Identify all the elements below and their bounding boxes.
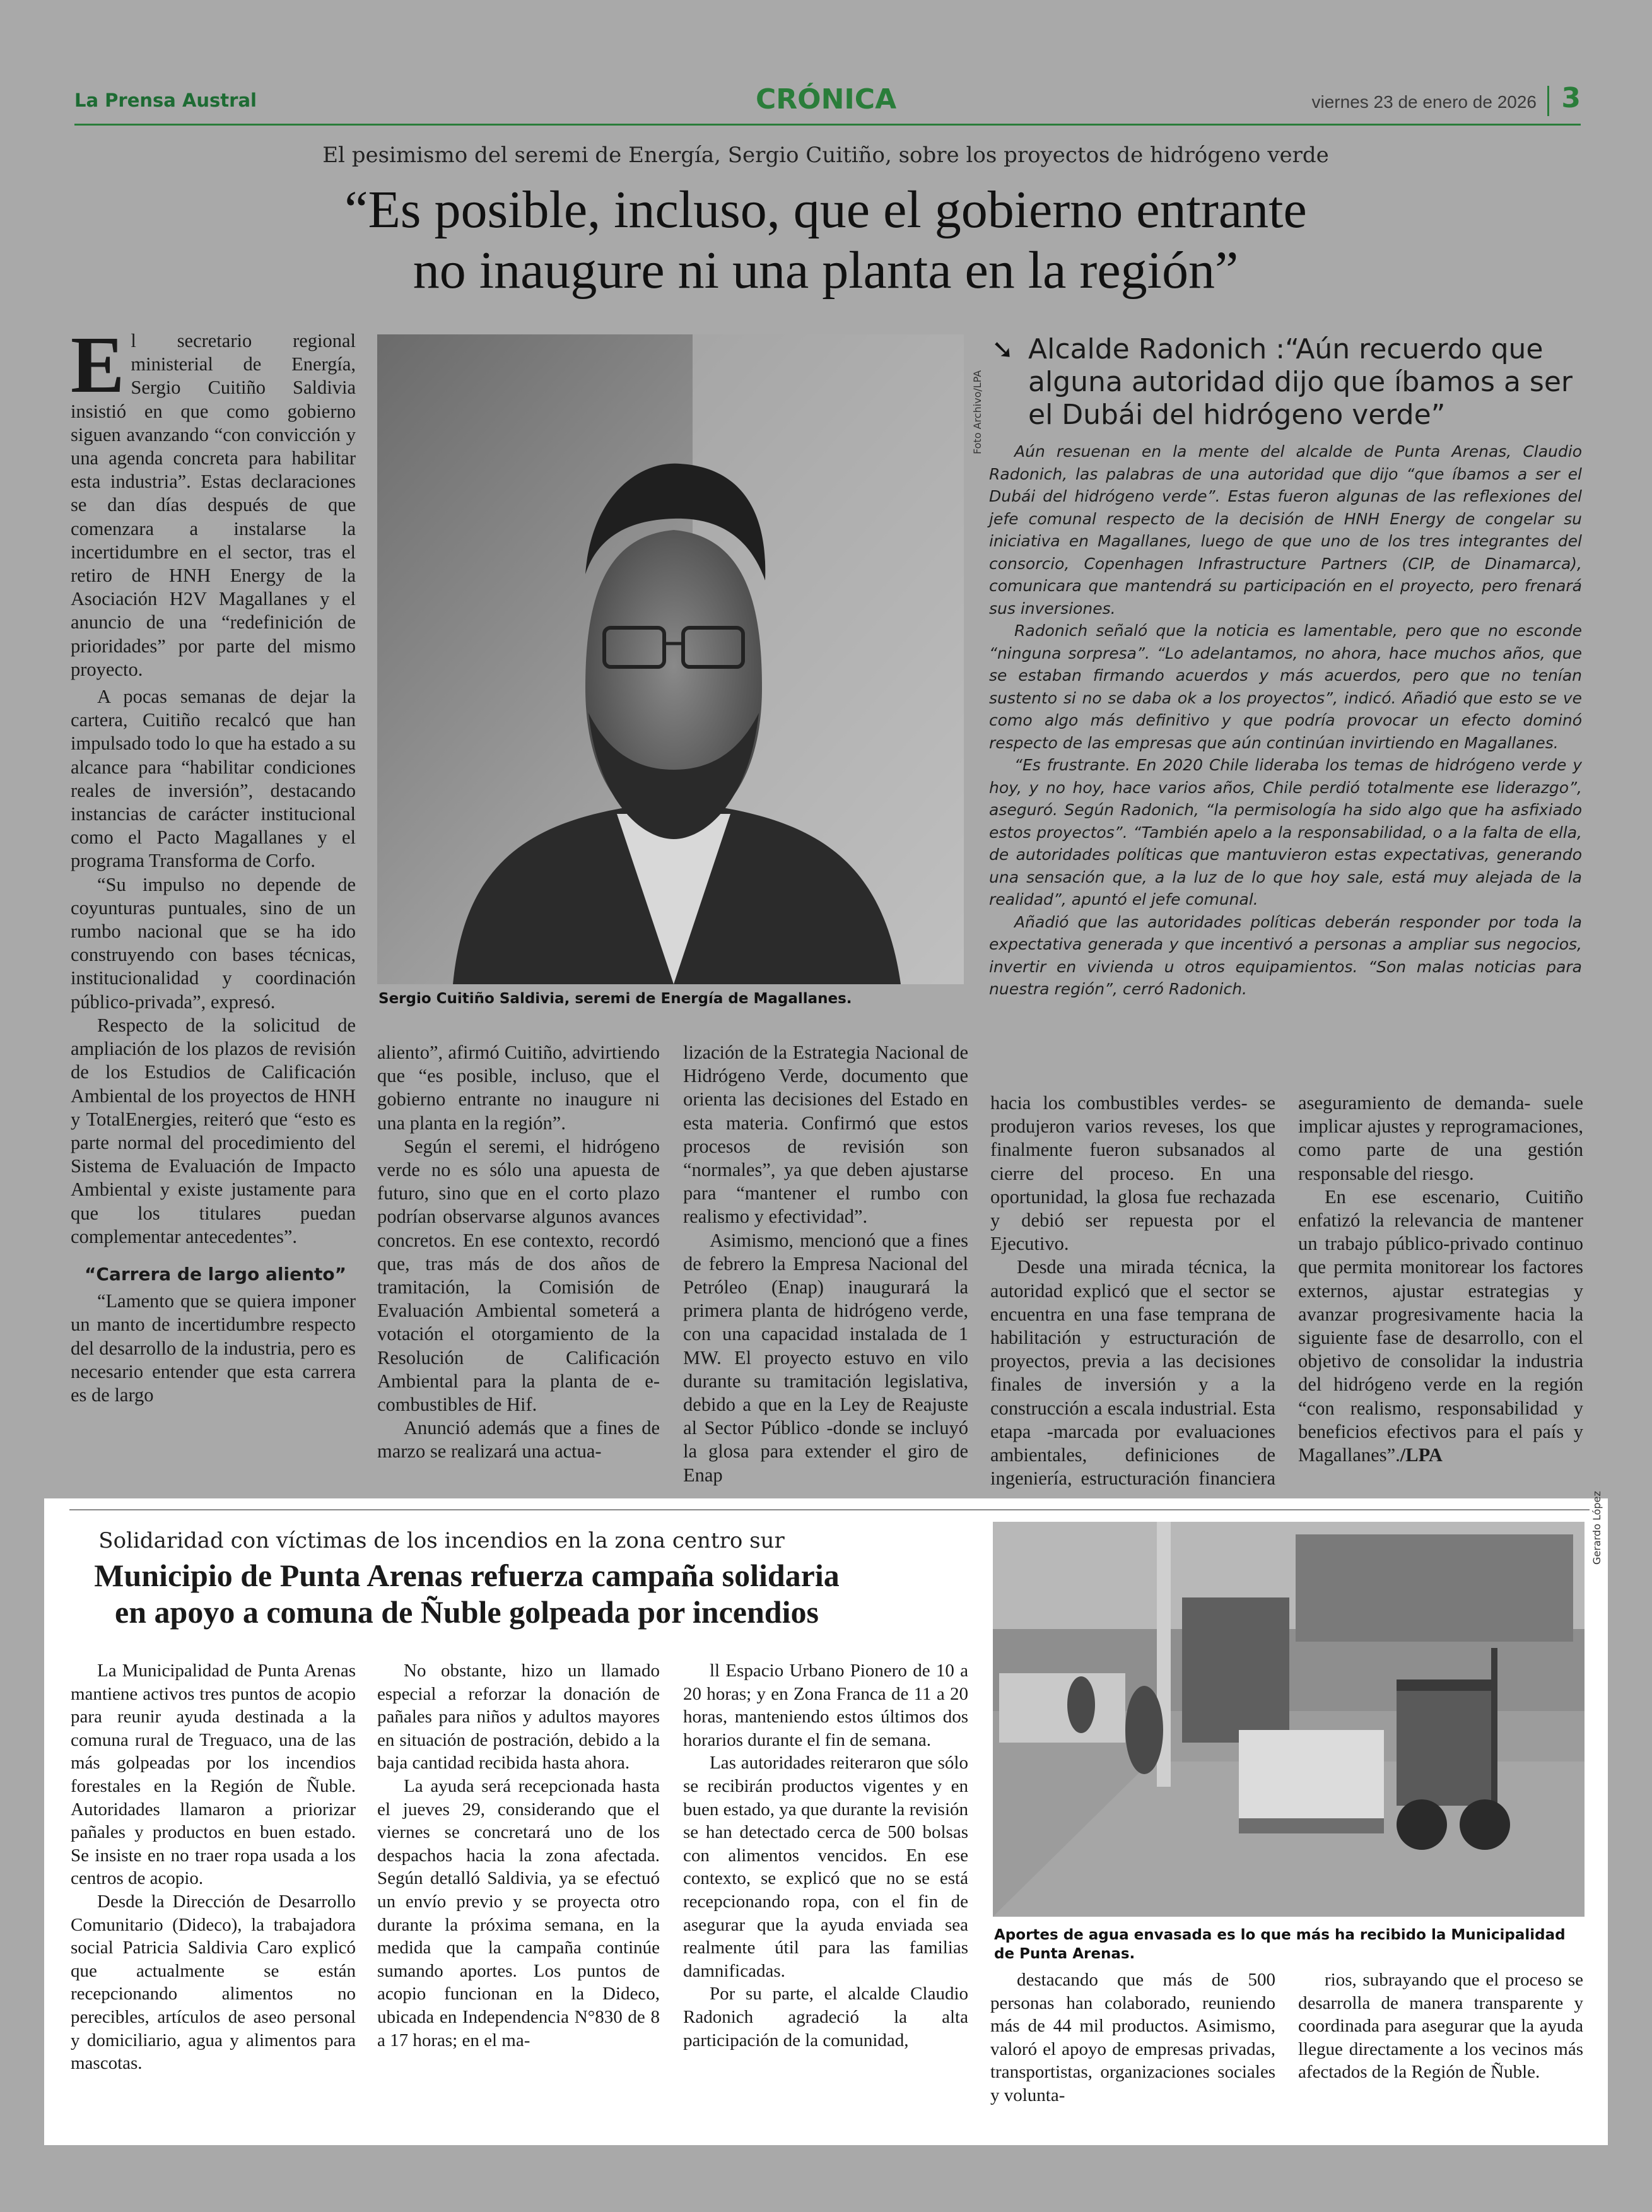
- article-paragraph: l secretario regional ministerial de Energía, Sergio Cuitiño Saldivia insistió en que como gobierno siguen avanzando “con convicción y una agenda concreta para habilitar esta industria”. Estas declaraciones se dan días después de que comenzara a instalarse la incertidumbre en el sector, tras el retiro de HNH Energy de la Asociación H2V Magallanes y el anuncio de una “redefinición de prioridades” por parte del mismo proyecto.: [71, 330, 356, 680]
- lower-column-3: [683, 1659, 968, 2052]
- article-paragraph: rios, subrayando que el proceso se desarrolla de manera transparente y coordinada para asegurar que la ayuda llegue directamente a los vecinos más afectados de la Región de Ñuble.: [1298, 1970, 1583, 2083]
- lower-column-2: [377, 1659, 660, 2052]
- main-column-5: [1298, 1091, 1583, 1467]
- article-paragraph: aseguramiento de demanda- suele implicar ajustes y reprogramaciones, como parte de una gestión responsable del riesgo.: [1298, 1092, 1583, 1184]
- article-paragraph: “Su impulso no depende de coyunturas puntuales, sino de un rumbo nacional que se ha ido construyendo con bases técnicas, institucionalidad y coordinación público-privada”, expresó.: [71, 873, 356, 1013]
- lower-kicker: Solidaridad con víctimas de los incendios en la zona centro sur: [98, 1528, 785, 1553]
- photo-credit: Gerardo López: [1591, 1491, 1603, 1565]
- article-paragraph: Asimismo, mencionó que a fines de febrero la Empresa Nacional del Petróleo (Enap) inaugurará la primera planta de hidrógeno verde, con una capacidad instalada de 1 MW. El proyecto estuvo en vilo durante su tramitación legislativa, debido a que en la Ley de Reajuste al Sector Público -donde se incluyó la glosa para extender el giro de Enap: [683, 1229, 968, 1486]
- page-number: 3: [1561, 82, 1581, 114]
- page-header: [74, 82, 1581, 121]
- header-divider: [1547, 86, 1549, 116]
- article-paragraph: “Lamento que se quiera imponer un manto de incertidumbre respecto del desarrollo de la industria, pero es necesario entender que esta carrera es de largo: [71, 1290, 356, 1406]
- main-column-1: [71, 320, 356, 1407]
- main-column-2: [377, 1041, 660, 1464]
- arrow-icon: ➘: [992, 334, 1014, 365]
- forklift-photo: [993, 1522, 1585, 1917]
- sidebar-paragraph: Añadió que las autoridades políticas deberán responder por toda la expectativa generada y que incentivó a personas a ampliar sus negocios, invertir en vivienda u otros equipamientos. “Son malas noticias para nuestra región”, cerró Radonich.: [989, 912, 1582, 998]
- forklift-image: [993, 1522, 1585, 1917]
- article-paragraph: En ese escenario, Cuitiño enfatizó la relevancia de mantener un trabajo público-privado continuo que permita monitorear los factores externos, ajustar estrategias y avanzar progresivamente hacia la siguiente fase de desarrollo, con el objetivo de consolidar la industria del hidrógeno verde en la región “con realismo, responsabilidad y beneficios efectivos para el país y Magallanes”./LPA: [1298, 1185, 1583, 1466]
- main-headline: [76, 180, 1576, 301]
- main-column-3: [683, 1041, 968, 1487]
- article-paragraph: Según el seremi, el hidrógeno verde no es sólo una apuesta de futuro, sino que en el corto plazo podrían observarse algunos avances concretos. En ese contexto, recordó que, tras más de dos años de tramitación, la Comisión de Evaluación Ambiental someterá a votación el otorgamiento de la Resolución de Calificación Ambiental para la planta de e-combustibles de Hif.: [377, 1135, 660, 1416]
- article-paragraph: Anunció además que a fines de marzo se realizará una actua-: [377, 1417, 660, 1462]
- lower-column-5: [1298, 1968, 1583, 2084]
- publication-name: La Prensa Austral: [74, 90, 257, 111]
- signature: /LPA: [1400, 1444, 1443, 1466]
- header-rule: [74, 124, 1581, 126]
- sidebar-body: [989, 440, 1582, 1001]
- article-paragraph: La ayuda será recepcionada hasta el jueves 29, considerando que el viernes se concretará uno de los despachos hacia la zona afectada. Según detalló Saldivia, ya se efectuó un envío previo y se proyecta otro durante la próxima semana, en la medida que la campaña continúe sumando aportes. Los puntos de acopio funcionan en la Dideco, ubicada en Independencia N°830 de 8 a 17 horas; en el ma-: [377, 1775, 660, 2050]
- issue-date: viernes 23 de enero de 2026: [1311, 92, 1537, 112]
- article-paragraph: ll Espacio Urbano Pionero de 10 a 20 horas; y en Zona Franca de 11 a 20 horas, manteniendo estos últimos dos horarios durante el fin de semana.: [683, 1661, 968, 1750]
- main-kicker: El pesimismo del seremi de Energía, Sergio Cuitiño, sobre los proyectos de hidrógeno verde: [322, 143, 1329, 168]
- article-paragraph: hacia los combustibles verdes- se produjeron varios reveses, los que finalmente fueron subsanados al cierre del proceso. En una oportunidad, la glosa fue rechazada y debió ser repuesta por el Ejecutivo.: [990, 1092, 1275, 1255]
- photo-caption: Aportes de agua envasada es lo que más ha recibido la Municipalidad de Punta Arenas.: [994, 1927, 1566, 1962]
- article-paragraph: destacando que más de 500 personas han colaborado, reuniendo más de 44 mil productos. Asimismo, valoró el apoyo de empresas privadas, transportistas, organizaciones sociales y volunta-: [990, 1970, 1275, 2105]
- sidebar-paragraph: Radonich señaló que la noticia es lamentable, pero que no esconde “ninguna sorpresa”. “Lo adelantamos, no ahora, hace muchos años, que se estaban firmando acuerdos y más acuerdos, pero que no tenían sustento si no se daba ok a los proyectos”, indicó. Añadió que esto se ve como algo más definitivo y que podría provocar un efecto dominó respecto de las empresas que aún continúan invirtiendo en Magallanes.: [989, 621, 1582, 752]
- article-paragraph: Respecto de la solicitud de ampliación de los plazos de revisión de los Estudios de Calificación Ambiental de los proyectos de HNH y TotalEnergies, reiteró que “esto es parte normal del procedimiento del Sistema de Evaluación de Impacto Ambiental y existe justamente para que los titulares puedan complementar antecedentes”.: [71, 1014, 356, 1247]
- photo-caption: Sergio Cuitiño Saldivia, seremi de Energía de Magallanes.: [378, 991, 852, 1007]
- sidebar-box: [989, 333, 1582, 1001]
- sidebar-title: ➘ Alcalde Radonich :“Aún recuerdo que alguna autoridad dijo que íbamos a ser el Dubái del hidrógeno verde”: [992, 333, 1573, 431]
- photo-credit: Foto Archivo/LPA: [971, 370, 983, 454]
- portrait-photo: [377, 334, 964, 984]
- article-paragraph: Por su parte, el alcalde Claudio Radonich agradeció la alta participación de la comunidad,: [683, 1984, 968, 2050]
- subheading: “Carrera de largo aliento”: [85, 1263, 347, 1285]
- article-paragraph: Desde una mirada técnica, la autoridad explicó que el sector se encuentra en una fase temprana de habilitación y estructuración de proyectos, previa a las decisiones finales de inversión y a la construcción a escala industrial. Esta etapa -marcada por evaluaciones ambientales, definiciones de ingeniería, estructuración financiera: [990, 1256, 1275, 1490]
- article-paragraph: La Municipalidad de Punta Arenas mantiene activos tres puntos de acopio para reunir ayuda destinada a la comuna rural de Treguaco, una de las más golpeadas por los incendios forestales en la Región de Ñuble. Autoridades llamaron a priorizar pañales y productos en buen estado. Se insiste en no traer ropa usada a los centros de acopio.: [71, 1661, 356, 1889]
- article-paragraph: aliento”, afirmó Cuitiño, advirtiendo que “es posible, incluso, que el gobierno entrante no inaugure ni una planta en la región”.: [377, 1042, 660, 1134]
- sidebar-paragraph: “Es frustrante. En 2020 Chile lideraba los temas de hidrógeno verde y hoy, y no hoy, hace varios años, Chile perdió totalmente ese liderazgo”, aseguró. Según Radonich, “la permisología ha sido algo que ha asfixiado estos proyectos”. “También apelo a la responsabilidad, o a la falta de ella, de autoridades políticas que mantuvieron estas expectativas, generando una sensación que, a la luz de lo que hoy sale, está muy alejada de la realidad”, apuntó el jefe comunal.: [989, 756, 1582, 909]
- portrait-image: [377, 334, 964, 984]
- sidebar-paragraph: Aún resuenan en la mente del alcalde de Punta Arenas, Claudio Radonich, las palabras de una autoridad que dijo “que íbamos a ser el Dubái del hidrógeno verde”. Estas fueron algunas de las reflexiones del jefe comunal respecto de la decisión de HNH Energy de congelar su iniciativa en Magallanes, luego de que uno de los tres integrantes del consorcio, Copenhagen Infrastructure Partners (CIP, de Dinamarca), comunicara que mantendrá su participación en el proyecto, pero frenará sus inversiones.: [989, 442, 1582, 618]
- article-paragraph: lización de la Estrategia Nacional de Hidrógeno Verde, documento que orienta las decisiones del Estado en esta materia. Confirmó que estos procesos de revisión son “normales”, ya que deben ajustarse para “mantener el rumbo con realismo y efectividad”.: [683, 1042, 968, 1228]
- drop-cap: E: [71, 320, 125, 409]
- article-paragraph: Las autoridades reiteraron que sólo se recibirán productos vigentes y en buen estado, ya que durante la revisión se han detectado cerca de 500 bolsas con alimentos vencidos. En ese contexto, se explicó que no se está recepcionando ropa, con el fin de asegurar que la ayuda enviada sea realmente útil para las familias damnificadas.: [683, 1753, 968, 1981]
- article-paragraph: No obstante, hizo un llamado especial a reforzar la donación de pañales para niños y adultos mayores en situación de postración, debido a la baja cantidad recibida hasta ahora.: [377, 1661, 660, 1774]
- lower-column-4: [990, 1968, 1275, 2107]
- lower-headline: Municipio de Punta Arenas refuerza campaña solidaria en apoyo a comuna de Ñuble golpeada por incendios: [94, 1558, 840, 1630]
- article-paragraph: Desde la Dirección de Desarrollo Comunitario (Dideco), la trabajadora social Patricia Saldivia Caro explicó que actualmente se están recepcionando alimentos no perecibles, artículos de aseo personal y domiciliario, agua y alimentos para mascotas.: [71, 1891, 356, 2074]
- article-paragraph: A pocas semanas de dejar la cartera, Cuitiño recalcó que han impulsado todo lo que ha estado a su alcance para “habilitar condiciones reales de inversión”, destacando instancias de carácter institucional como el Pacto Magallanes y el programa Transforma de Corfo.: [71, 686, 356, 872]
- headline-line-2: no inaugure ni una planta en la región”: [413, 241, 1239, 300]
- main-column-4: [990, 1091, 1275, 1514]
- lower-divider: [69, 1509, 1590, 1510]
- lower-column-1: [71, 1659, 356, 2075]
- section-title: CRÓNICA: [756, 83, 897, 115]
- headline-line-1: “Es posible, incluso, que el gobierno entrante: [344, 180, 1307, 239]
